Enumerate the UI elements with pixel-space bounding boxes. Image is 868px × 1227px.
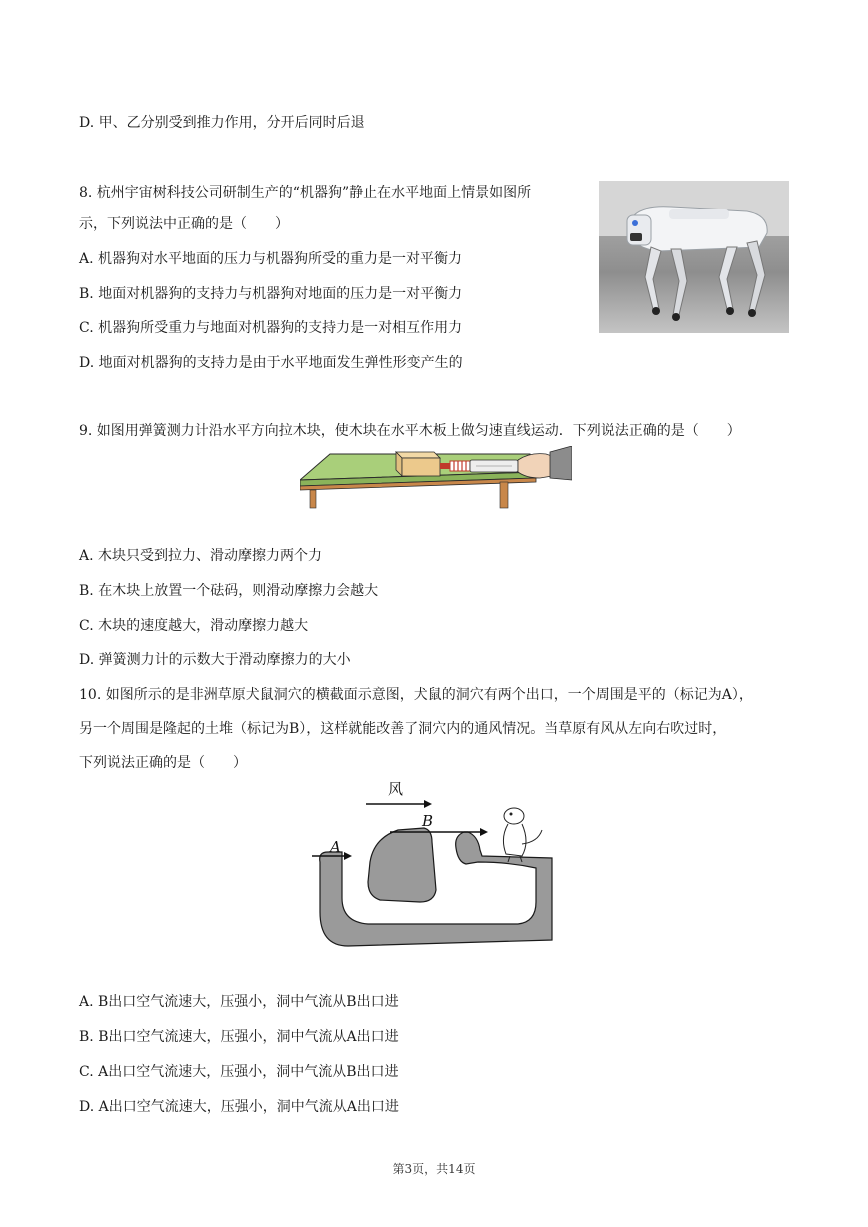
q8-option-a: A. 机器狗对水平地面的压力与机器狗所受的重力是一对平衡力 [79,251,463,267]
q8-option-c: C. 机器狗所受重力与地面对机器狗的支持力是一对相互作用力 [79,320,463,336]
q10-option-c: C. A出口空气流速大，压强小，洞中气流从B出口进 [79,1064,399,1080]
q10-option-d: D. A出口空气流速大，压强小，洞中气流从A出口进 [79,1099,399,1115]
burrow-figure [308,772,562,972]
q9-option-a: A. 木块只受到拉力、滑动摩擦力两个力 [79,548,323,564]
label-b: B [422,812,434,830]
spring-scale-figure [300,446,572,510]
q8-option-d: D. 地面对机器狗的支持力是由于水平地面发生弹性形变产生的 [79,355,463,371]
q8-stem-line2: 示，下列说法中正确的是（ ） [79,216,289,232]
robot-dog-photo [599,181,789,333]
q9-option-d: D. 弹簧测力计的示数大于滑动摩擦力的大小 [79,652,351,668]
q10-stem-line1: 10. 如图所示的是非洲草原犬鼠洞穴的横截面示意图，犬鼠的洞穴有两个出口，一个周围是平的（标记为A）， [79,687,753,703]
q9-stem: 9. 如图用弹簧测力计沿水平方向拉木块，使木块在水平木板上做匀速直线运动．下列说法正确的是（ ） [79,423,741,439]
q8-option-b: B. 地面对机器狗的支持力与机器狗对地面的压力是一对平衡力 [79,286,463,302]
q9-option-c: C. 木块的速度越大，滑动摩擦力越大 [79,618,309,634]
q10-option-a: A. B出口空气流速大，压强小，洞中气流从B出口进 [79,994,399,1010]
wind-label: 风 [388,780,404,798]
prairie-dog-sketch [503,808,542,862]
q8-stem-line1: 8. 杭州宇宙树科技公司研制生产的“机器狗”静止在水平地面上情景如图所 [79,185,532,201]
page-footer: 第3页，共14页 [392,1162,476,1176]
q10-stem-line2: 另一个周围是隆起的土堆（标记为B），这样就能改善了洞穴内的通风情况。当草原有风从左向右吹过时， [79,721,727,737]
q10-option-b: B. B出口空气流速大，压强小，洞中气流从A出口进 [79,1029,399,1045]
q9-option-b: B. 在木块上放置一个砝码，则滑动摩擦力会越大 [79,583,379,599]
label-a: A [330,838,341,856]
q10-stem-line3: 下列说法正确的是（ ） [79,755,247,771]
q7-option-d: D. 甲、乙分别受到推力作用，分开后同时后退 [79,115,365,131]
